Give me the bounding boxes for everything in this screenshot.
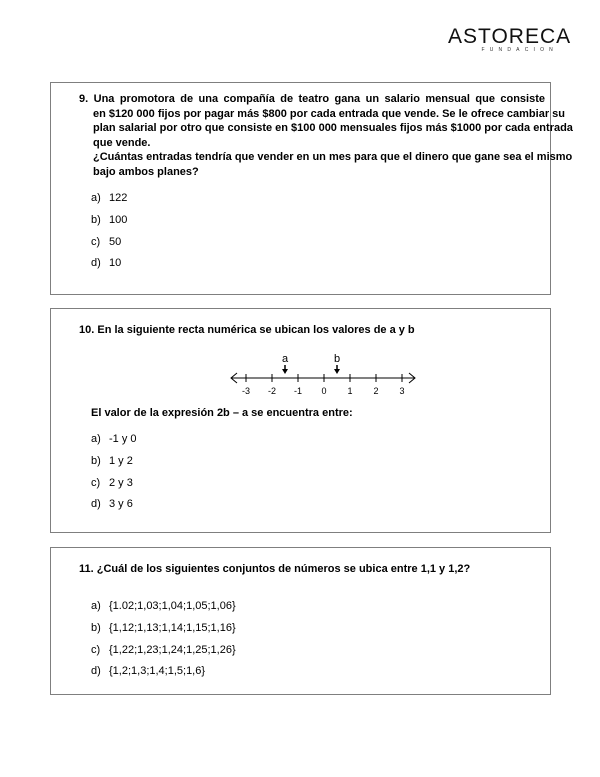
option-text: 100	[109, 213, 128, 226]
fundacion-astoreca-logo	[448, 25, 572, 58]
option-letter: c)	[91, 476, 101, 489]
option-c[interactable]	[91, 477, 137, 499]
option-text: 2 y 3	[109, 476, 133, 489]
option-d[interactable]	[91, 665, 236, 687]
question-line: 9. Una promotora de una compañía de teatro gana un salario mensual que consiste	[79, 93, 546, 105]
question-line: bajo ambos planes?	[93, 165, 199, 178]
option-b[interactable]	[91, 214, 127, 236]
logo-text: ASTORECA	[448, 25, 572, 48]
option-letter: b)	[91, 621, 101, 634]
number-line-tick-label: 2	[373, 386, 379, 396]
option-c[interactable]	[91, 236, 127, 258]
option-letter: b)	[91, 213, 101, 226]
question-11-text: 11. ¿Cuál de los siguientes conjuntos de números se ubica entre 1,1 y 1,2?	[79, 563, 471, 575]
option-letter: b)	[91, 454, 101, 467]
option-d[interactable]	[91, 257, 127, 279]
question-9-text	[79, 92, 573, 179]
option-c[interactable]	[91, 644, 236, 666]
option-letter: d)	[91, 257, 101, 270]
number-line-tick-label: -1	[293, 386, 303, 396]
options-list	[91, 192, 127, 279]
option-letter: a)	[91, 600, 101, 612]
option-text: 50	[109, 235, 122, 248]
option-a[interactable]	[91, 600, 236, 622]
number-line-tick-label: 1	[347, 386, 353, 396]
question-line: que vende.	[93, 136, 151, 149]
option-a[interactable]	[91, 192, 127, 214]
option-letter: d)	[91, 665, 101, 678]
question-number: 9.	[79, 93, 89, 105]
option-letter: c)	[91, 643, 101, 656]
number-line	[229, 353, 419, 405]
marker-label-a: a	[281, 353, 289, 365]
option-letter: a)	[91, 192, 101, 204]
option-text: 10	[109, 257, 122, 270]
question-number: 10.	[79, 324, 95, 336]
option-b[interactable]	[91, 455, 137, 477]
question-10-box	[50, 308, 551, 533]
option-text: {1.02;1,03;1,04;1,05;1,06}	[109, 600, 236, 612]
question-9-box	[50, 82, 573, 295]
option-d[interactable]	[91, 498, 137, 520]
number-line-tick-label: -2	[267, 386, 277, 396]
marker-arrow-icon	[282, 369, 288, 374]
number-line-tick-label: 0	[321, 386, 327, 396]
logo-subtitle: FUNDACION	[481, 47, 558, 53]
option-text: {1,2;1,3;1,4;1,5;1,6}	[109, 665, 206, 678]
question-line: en $120 000 fijos por pagar más $800 por cada entrada que vende. Se le ofrece cambiar su	[93, 107, 565, 120]
question-number: 11.	[79, 563, 94, 575]
marker-label-b: b	[333, 353, 341, 365]
options-list	[91, 433, 137, 520]
option-text: 1 y 2	[109, 454, 133, 467]
option-letter: c)	[91, 235, 101, 248]
option-text: {1,12;1,13;1,14;1,15;1,16}	[109, 621, 236, 634]
option-letter: d)	[91, 498, 101, 511]
question-line: ¿Cuántas entradas tendría que vender en un mes para que el dinero que gane sea el mismo	[93, 151, 573, 163]
number-line-tick-label: -3	[241, 386, 251, 396]
marker-arrow-icon	[334, 369, 340, 374]
option-text: {1,22;1,23;1,24;1,25;1,26}	[109, 643, 236, 656]
question-11-box	[50, 547, 551, 695]
options-list	[91, 600, 236, 687]
option-b[interactable]	[91, 622, 236, 644]
question-10-prompt: El valor de la expresión 2b – a se encuentra entre:	[91, 407, 353, 419]
option-text: 3 y 6	[109, 498, 133, 511]
option-text: 122	[109, 192, 128, 204]
option-letter: a)	[91, 433, 101, 445]
option-a[interactable]	[91, 433, 137, 455]
question-line: plan salarial por otro que consiste en $100 000 mensuales fijos más $1000 por cada entrada	[93, 122, 573, 134]
option-text: -1 y 0	[109, 433, 137, 445]
number-line-tick-label: 3	[399, 386, 405, 396]
question-10-text: 10. En la siguiente recta numérica se ubican los valores de a y b	[79, 324, 415, 336]
